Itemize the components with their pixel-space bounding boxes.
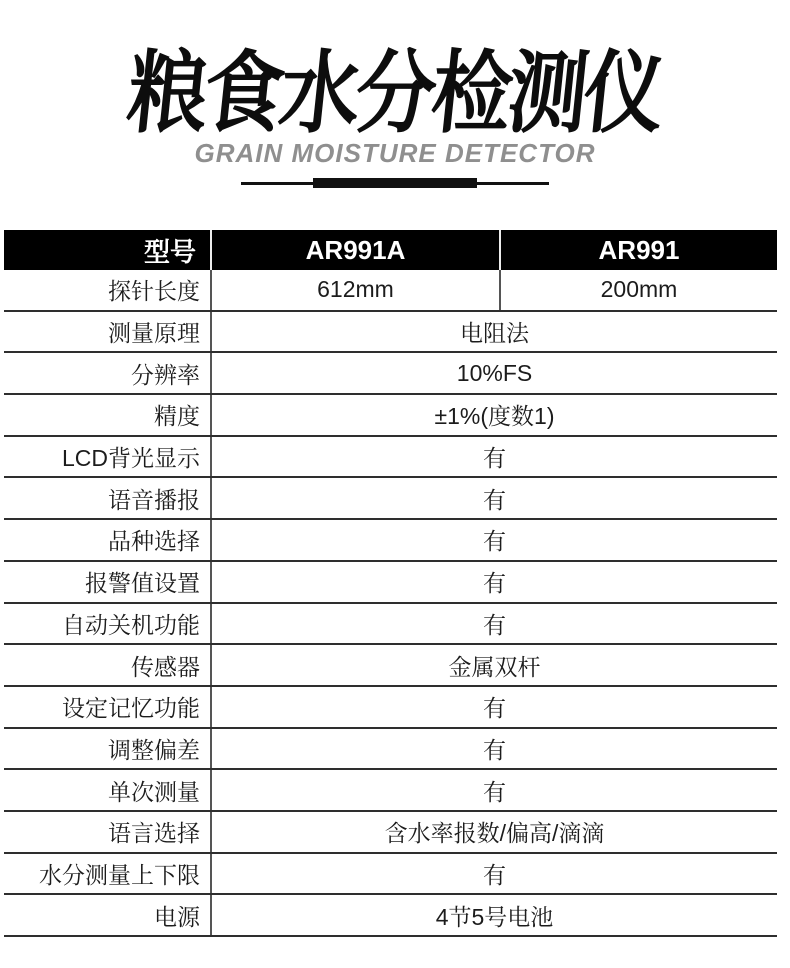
masthead <box>0 0 790 188</box>
spec-row-label: 报警值设置 <box>4 562 212 602</box>
spec-row-value: 有 <box>483 861 506 888</box>
spec-row-value: 金属双杆 <box>448 653 541 680</box>
spec-row-label: 电源 <box>4 895 212 935</box>
spec-row-language-select <box>4 812 777 854</box>
spec-row-value: 4节5号电池 <box>435 903 554 930</box>
spec-row-measure-principle <box>4 312 777 354</box>
title-divider <box>241 178 549 188</box>
spec-row-value: 有 <box>483 778 506 805</box>
spec-row-value-a: 612mm <box>317 276 394 303</box>
product-title: 粮食水分检测仪 <box>122 43 666 143</box>
spec-row-power <box>4 895 777 937</box>
spec-row-label: 自动关机功能 <box>4 604 212 644</box>
spec-row-value: 有 <box>483 611 506 638</box>
spec-row-auto-poweroff <box>4 604 777 646</box>
spec-row-variety-select <box>4 520 777 562</box>
spec-row-label: 调整偏差 <box>4 729 212 769</box>
product-subtitle: GRAIN MOISTURE DETECTOR <box>194 138 596 168</box>
spec-row-label: LCD背光显示 <box>4 437 212 477</box>
table-header-row <box>4 230 777 270</box>
spec-row-value: 有 <box>483 736 506 763</box>
spec-row-adjust-deviation <box>4 729 777 771</box>
spec-row-value: 含水率报数/偏高/滴滴 <box>384 820 605 847</box>
spec-row-value: 有 <box>483 486 506 513</box>
spec-row-label: 测量原理 <box>4 312 212 352</box>
divider-thick-bar <box>313 178 477 188</box>
spec-row-value: 有 <box>483 528 506 555</box>
spec-row-single-measure <box>4 770 777 812</box>
spec-row-label: 水分测量上下限 <box>4 854 212 894</box>
spec-row-probe-length <box>4 270 777 312</box>
spec-row-sensor <box>4 645 777 687</box>
spec-row-moisture-limits <box>4 854 777 896</box>
spec-table <box>4 230 777 937</box>
spec-row-label: 探针长度 <box>4 270 212 310</box>
spec-row-label: 单次测量 <box>4 770 212 810</box>
header-cell-model-b: AR991 <box>499 230 777 270</box>
spec-row-alarm-setting <box>4 562 777 604</box>
spec-row-label: 设定记忆功能 <box>4 687 212 727</box>
spec-row-value: 电阻法 <box>460 320 529 347</box>
spec-row-lcd-backlight <box>4 437 777 479</box>
spec-row-label: 品种选择 <box>4 520 212 560</box>
spec-row-value: 有 <box>483 695 506 722</box>
spec-row-value-b: 200mm <box>499 270 777 310</box>
spec-row-value: 有 <box>483 445 506 472</box>
spec-row-label: 语言选择 <box>4 812 212 852</box>
spec-row-resolution <box>4 353 777 395</box>
spec-row-label: 精度 <box>4 395 212 435</box>
spec-row-label: 传感器 <box>4 645 212 685</box>
spec-row-label: 分辨率 <box>4 353 212 393</box>
spec-row-label: 语音播报 <box>4 478 212 518</box>
spec-row-memory-function <box>4 687 777 729</box>
spec-row-value: ±1%(度数1) <box>434 403 555 430</box>
header-cell-model-label: 型号 <box>4 230 212 270</box>
spec-row-value: 10%FS <box>456 359 533 386</box>
spec-row-accuracy <box>4 395 777 437</box>
spec-row-value: 有 <box>483 570 506 597</box>
spec-row-voice-broadcast <box>4 478 777 520</box>
header-cell-model-a: AR991A <box>305 234 406 265</box>
